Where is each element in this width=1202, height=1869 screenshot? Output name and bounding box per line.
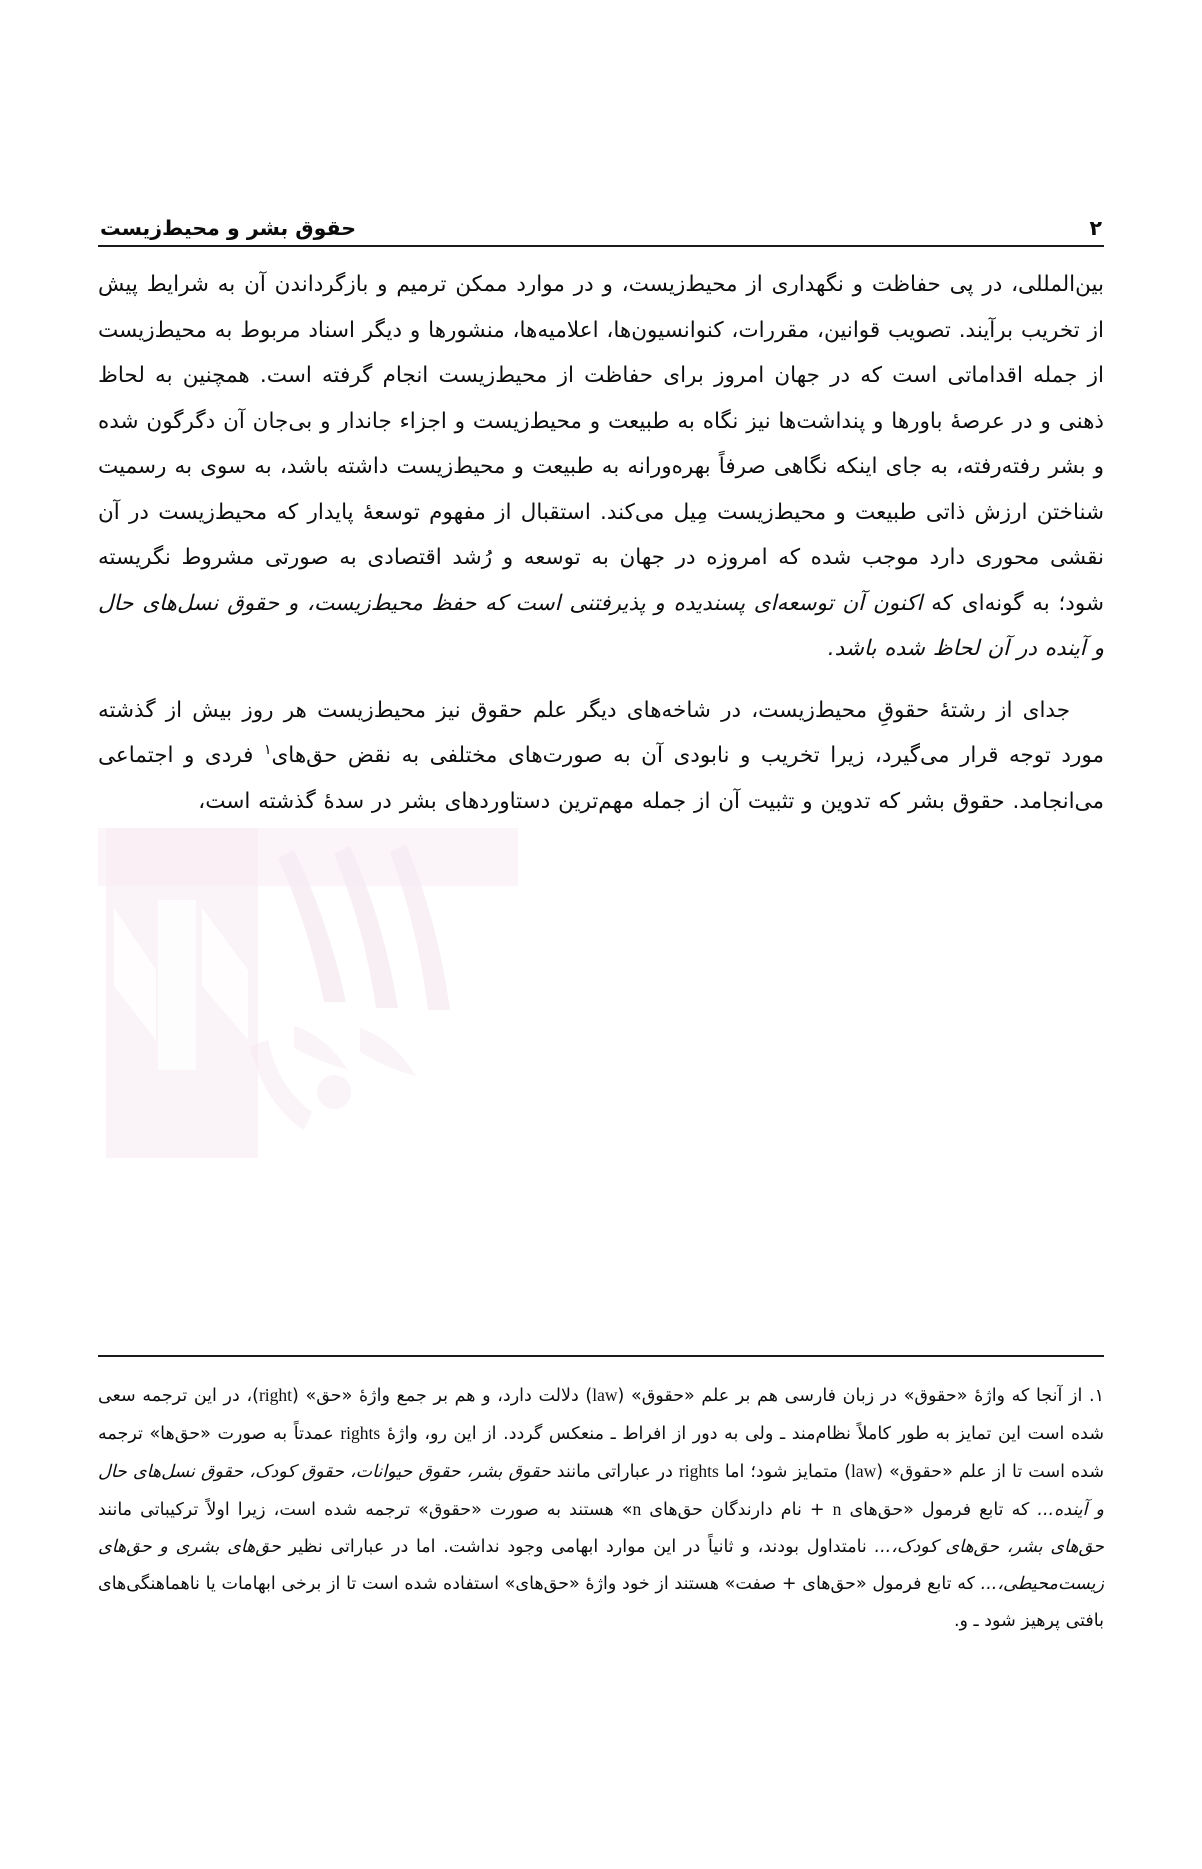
footnote-italic-1: حقوق بشر، حقوق حیوانات، حقوق کودک، حقوق نسل‌های حال و آینده... (98, 1462, 1104, 1520)
paragraph-one-text: بین‌المللی، در پی حفاظت و نگهداری از محیط‌زیست، و در موارد ممکن ترمیم و بازگرداندن آن به شرایط پیش از تخریب برآیند. تصویب قوانین، مقررات، کنوانسیون‌ها، اعلامیه‌ها، منشورها و دیگر اسناد مربوط به محیط‌زیست از جمله اقداماتی است که در جهان امروز برای حفاظت از محیط‌زیست انجام گرفته است. همچنین به لحاظ ذهنی و در عرصهٔ باورها و پنداشت‌ها نیز نگاه به طبیعت و محیط‌زیست و اجزاء جاندار و بی‌جان آن دگرگون شده و بشر رفته‌رفته، به جای اینکه نگاهی صرفاً بهره‌ورانه به طبیعت و محیط‌زیست داشته باشد، به سوی به رسمیت شناختن ارزش ذاتی طبیعت و محیط‌زیست مِیل می‌کند. استقبال از مفهوم توسعهٔ پایدار که محیط‌زیست در آن نقشی محوری دارد موجب شده که امروزه در جهان به توسعه و رُشد اقتصادی به صورتی مشروط نگریسته شود؛ به گونه‌ای که (98, 272, 1105, 616)
footnote-seg-1: از آنجا که واژهٔ «حقوق» در زبان فارسی هم بر علم «حقوق» ( (617, 1386, 1090, 1406)
footnote-one (98, 1377, 1104, 1640)
footnote-separator-rule (98, 1355, 1104, 1357)
footnote-seg-2: ) دلالت دارد، و هم بر جمع واژهٔ «حق» ( (292, 1386, 593, 1406)
footnote-seg-8: + نام دارندگان حق‌های (641, 1500, 833, 1520)
footnote-latin-right: right (258, 1385, 292, 1405)
footnote-latin-law-1: law (592, 1385, 618, 1405)
footnote-latin-law-2: law (850, 1461, 877, 1481)
page-title: حقوق بشر و محیط‌زیست (100, 215, 357, 240)
footnote-latin-n-1: n (832, 1499, 842, 1519)
paragraph-one (98, 262, 1104, 672)
paragraph-two-text-a: جدای از رشتهٔ حقوقِ محیط‌زیست، در شاخه‌های دیگر علم حقوق نیز محیط‌زیست هر روز بیش از گذشته مورد توجه قرار می‌گیرد، زیرا تخریب و نابودی آن به صورت‌های مختلفی به نقض حق‌های (98, 697, 1104, 768)
body-text (98, 262, 1104, 824)
footnote-latin-rights-1: rights (340, 1423, 381, 1443)
footnote-seg-6: در عباراتی مانند (550, 1462, 679, 1482)
running-header (98, 196, 1104, 250)
footnote-seg-7: که تابع فرمول «حق‌های (841, 1500, 1038, 1520)
footnote-seg-3: )، در این ترجمه سعی شده است این تمایز به طور کاملاً نظام‌مند ـ ولی به دور از افراط ـ منعکس گردد. از این رو، واژهٔ (98, 1386, 1105, 1444)
footnote-seg-4: عمدتاً به صورت «حق‌ها» ترجمه شده است تا از علم «حقوق» ( (98, 1424, 1105, 1482)
paragraph-one-italic-quote: اکنون آن توسعه‌ای پسندیده و پذیرفتنی است که حفظ محیط‌زیست، و حقوق نسل‌های حال و آینده در آن لحاظ شده باشد. (98, 590, 1104, 661)
footnote-seg-5: ) متمایز شود؛ اما (718, 1462, 851, 1482)
footnote-seg-10: نامتداول بودند، و ثانیاً در این موارد ابهامی وجود نداشت. اما در عباراتی نظیر (280, 1537, 875, 1557)
paragraph-two (98, 688, 1104, 825)
footnote-latin-rights-2: rights (678, 1461, 719, 1481)
footnote-italic-2: حق‌های بشر، حق‌های کودک،... (874, 1537, 1104, 1557)
footnote-latin-n-2: n (632, 1499, 642, 1519)
paragraph-two-text-b: فردی و اجتماعی می‌انجامد. حقوق بشر که تدوین و تثبیت آن از جمله مهم‌ترین دستاوردهای بشر در سدهٔ گذشته است، (98, 743, 1104, 814)
footnote-marker: ۱. (1089, 1386, 1105, 1406)
footnote-seg-9: » هستند به صورت «حقوق» ترجمه شده است، زیرا اولاً ترکیباتی مانند (98, 1500, 633, 1520)
footnote-italic-3: حق‌های بشری و حق‌های زیست‌محیطی،... (98, 1537, 1104, 1594)
page-number: ۲ (1089, 215, 1102, 240)
footnote-seg-11: که تابع فرمول «حق‌های + صفت» هستند از خود واژهٔ «حق‌های» استفاده شده است تا از برخی ابهامات یا ناهماهنگی‌های بافتی پرهیز شود ـ و. (98, 1574, 1104, 1631)
footnote-reference-marker[interactable]: ۱ (263, 741, 272, 758)
footnote-zone (98, 1355, 1104, 1640)
header-rule (98, 245, 1104, 247)
